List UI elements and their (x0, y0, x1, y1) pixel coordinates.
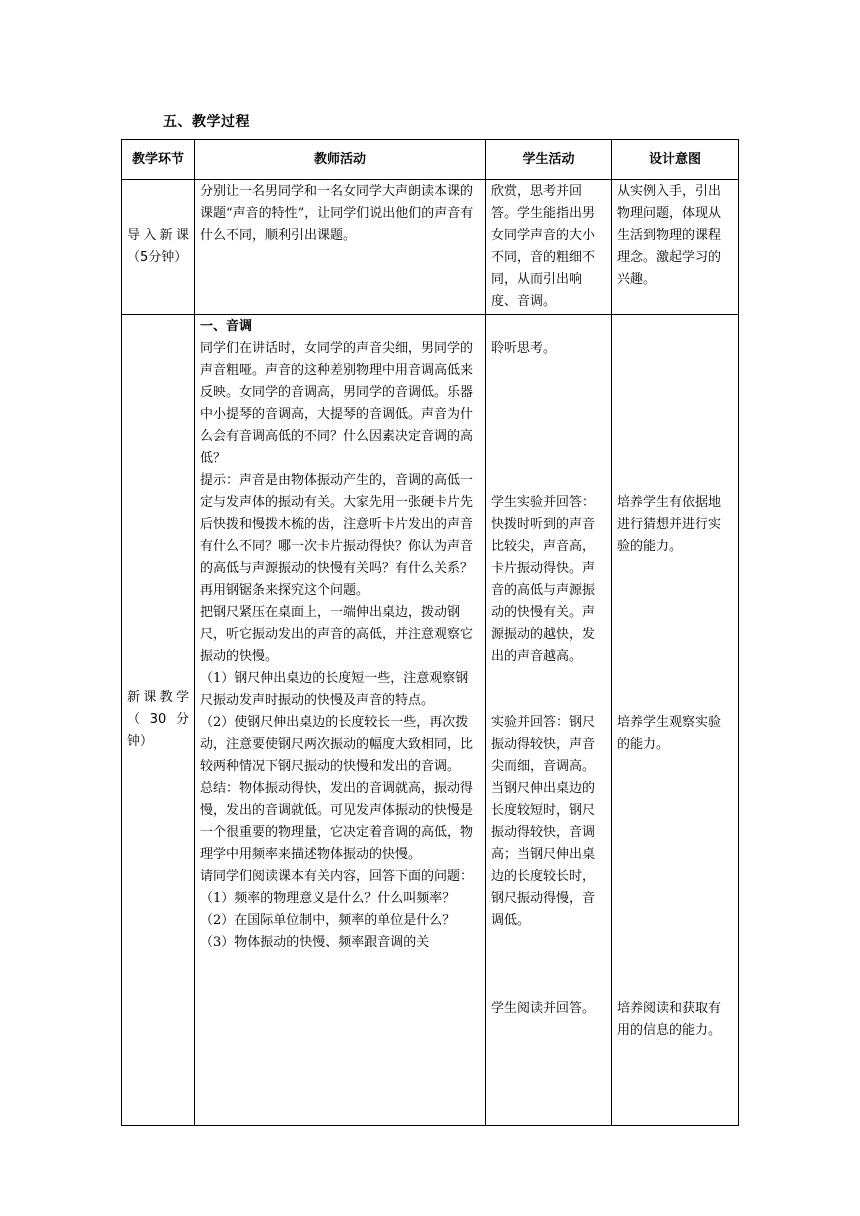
teacher-paragraph: 再用钢锯条来探究这个问题。 (200, 583, 370, 598)
design-intent-new-lesson (612, 315, 739, 1126)
header-intent: 设计意图 (612, 140, 739, 180)
stage-new-lesson: 新课教学（30分钟） (122, 315, 195, 1126)
design-intent-intro (612, 180, 739, 315)
teacher-paragraph: （2）使钢尺伸出桌边的长度较长一些，再次拨动，注意要使钢尺两次振动的幅度大致相同，比较两种情况下钢尺振动的快慢和发出的音调。 (200, 715, 474, 774)
teacher-text: 分别让一名男同学和一名女同学大声朗读本课的课题“声音的特性”，让同学们说出他们的声音有什么不同，顺利引出课题。 (200, 184, 474, 243)
table-header-row (122, 140, 739, 180)
intent-text: 培养阅读和获取有用的信息的能力。 (617, 1001, 722, 1038)
stage-intro: 导入新课（5分钟） (122, 180, 195, 315)
intent-text: 培养学生观察实验的能力。 (617, 715, 722, 752)
teacher-subtitle: 一、音调 (200, 319, 253, 334)
teacher-paragraph: （1）钢尺伸出桌边的长度短一些，注意观察钢尺振动发声时振动的快慢及声音的特点。 (200, 671, 469, 708)
teaching-process-table (121, 139, 739, 1126)
table-row-new-lesson (122, 315, 739, 1126)
table-row-intro (122, 180, 739, 315)
header-student: 学生活动 (486, 140, 612, 180)
teacher-paragraph: （2）在国际单位制中，频率的单位是什么？ (200, 913, 456, 928)
teacher-activity-new-lesson (195, 315, 486, 1126)
header-stage: 教学环节 (122, 140, 195, 180)
intent-text: 从实例入手，引出物理问题，体现从生活到物理的课程理念。激起学习的兴趣。 (617, 184, 722, 287)
teacher-paragraph: 把钢尺紧压在桌面上，一端伸出桌边，拨动钢尺，听它振动发出的声音的高低，并注意观察它振动的快慢。 (200, 605, 474, 664)
teacher-paragraph: 同学们在讲话时，女同学的声音尖细，男同学的声音粗哑。声音的这种差别物理中用音调高低来反映。女同学的音调高，男同学的音调低。乐器中小提琴的音调高，大提琴的音调低。声音为什么会有音调高低的不同？什么因素决定音调的高低？ (200, 341, 474, 466)
intent-text: 培养学生有依据地进行猜想并进行实验的能力。 (617, 495, 722, 554)
student-activity-new-lesson (486, 315, 612, 1126)
student-text: 聆听思考。 (491, 341, 557, 356)
teacher-paragraph: （1）频率的物理意义是什么？什么叫频率？ (200, 891, 456, 906)
teacher-paragraph: 请同学们阅读课本有关内容，回答下面的问题： (200, 869, 474, 884)
student-activity-intro (486, 180, 612, 315)
teacher-paragraph: 提示：声音是由物体振动产生的，音调的高低一定与发声体的振动有关。大家先用一张硬卡片先后快拨和慢拨木梳的齿，注意听卡片发出的声音有什么不同？哪一次卡片振动得快？你认为声音的高低与声源振动的快慢有关吗？有什么关系？ (200, 473, 474, 576)
student-text: 学生阅读并回答。 (491, 1001, 596, 1016)
teacher-activity-intro (195, 180, 486, 315)
header-teacher: 教师活动 (195, 140, 486, 180)
student-text: 学生实验并回答：快拨时听到的声音比较尖，声音高，卡片振动得快。声音的高低与声源振动的快慢有关。声源振动的越快，发出的声音越高。 (491, 495, 596, 664)
section-title: 五、教学过程 (163, 114, 250, 130)
student-text: 实验并回答：钢尺振动得较快，声音尖而细，音调高。当钢尺伸出桌边的长度较短时，钢尺振动得较快，音调高；当钢尺伸出桌边的长度较长时，钢尺振动得慢，音调低。 (491, 715, 596, 928)
student-text: 欣赏，思考并回答。学生能指出男女同学声音的大小不同，音的粗细不同，从而引出响度、音调。 (491, 184, 596, 309)
teacher-paragraph: （3）物体振动的快慢、频率跟音调的关 (200, 935, 430, 950)
teacher-paragraph: 总结：物体振动得快，发出的音调就高，振动得慢，发出的音调就低。可见发声体振动的快慢是一个很重要的物理量，它决定着音调的高低，物理学中用频率来描述物体振动的快慢。 (200, 781, 474, 862)
